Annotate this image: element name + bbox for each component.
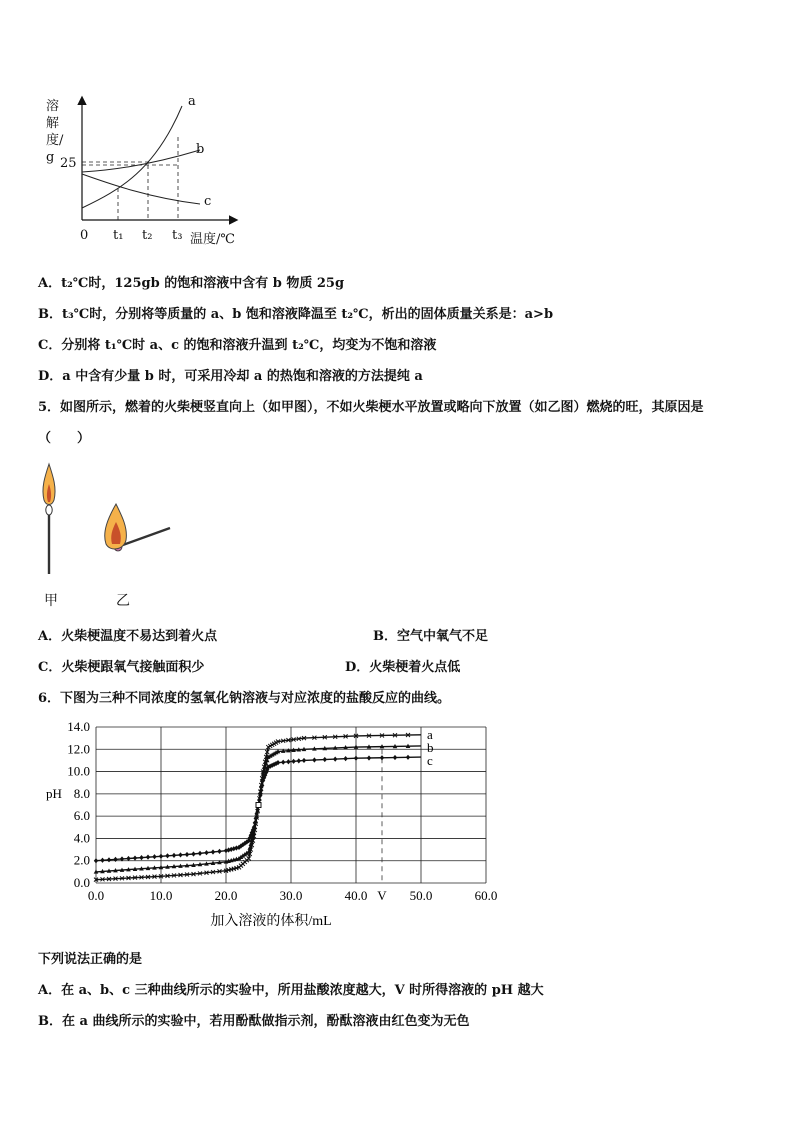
point-c (126, 856, 130, 861)
point-c (198, 851, 202, 856)
point-c (297, 758, 301, 763)
series-label-b: b (427, 739, 434, 755)
sol-ytick-25: 25 (60, 156, 77, 171)
point-c (393, 755, 397, 760)
point-c (165, 853, 169, 858)
x-tick-label: 20.0 (214, 888, 238, 903)
series-label-c: c (427, 753, 433, 769)
x-tick-label: 40.0 (344, 888, 368, 903)
q5-option-b: B．空气中氧气不足 (373, 629, 488, 644)
equivalence-point (256, 803, 261, 808)
point-c (107, 857, 111, 862)
ph-chart-svg (40, 715, 510, 935)
x-tick-label: 30.0 (279, 888, 303, 903)
point-c (302, 758, 306, 763)
horizontal-match-stick (120, 528, 170, 546)
ph-chart (40, 715, 510, 935)
sol-curve-label-b: b (196, 142, 205, 157)
curve-a (82, 106, 182, 208)
sol-curve-label-c: c (204, 194, 212, 209)
point-c (146, 855, 150, 860)
q5-option-d: D．火柴梗着火点低 (345, 660, 461, 675)
point-c (185, 852, 189, 857)
fig-label-jia: 甲 (44, 593, 58, 609)
point-c (281, 760, 285, 765)
sol-ylabel: 溶解度/g (46, 99, 64, 165)
q6-after: 下列说法正确的是 (38, 952, 143, 967)
y-tick-label: 2.0 (73, 852, 90, 868)
point-c (380, 755, 384, 760)
y-tick-label: 0.0 (73, 875, 90, 890)
q5-option-c: C．火柴梗跟氧气接触面积少 (38, 660, 205, 675)
series-label-a: a (427, 726, 433, 742)
q6-option-a: A．在 a、b、c 三种曲线所示的实验中，所用盐酸浓度越大，V 时所得溶液的 pH 越大 (38, 983, 544, 998)
point-c (257, 797, 261, 802)
q6-stem: 6．下图为三种不同浓度的氢氧化钠溶液与对应浓度的盐酸反应的曲线。 (38, 691, 451, 706)
sol-xtick-t2: t₂ (142, 228, 153, 243)
y-tick-label: 8.0 (73, 785, 90, 801)
sol-xtick-t3: t₃ (172, 228, 183, 243)
sol-xtick-t1: t₁ (113, 228, 124, 243)
sol-xlabel: 温度/℃ (190, 232, 235, 247)
point-c (204, 850, 208, 855)
x-tick-label: 60.0 (474, 888, 498, 903)
point-c (152, 854, 156, 859)
x-tick-label: 10.0 (149, 888, 173, 903)
y-tick-label: 4.0 (73, 830, 90, 846)
y-tick-label: 12.0 (67, 741, 90, 757)
q4-option-a: A．t₂℃时，125gb 的饱和溶液中含有 b 物质 25g (38, 276, 345, 291)
x-axis-label: 加入溶液的体积/mL (210, 914, 332, 929)
point-c (323, 757, 327, 762)
point-c (133, 855, 137, 860)
point-c (343, 756, 347, 761)
fig-label-yi: 乙 (116, 593, 130, 609)
x-tick-label: 0.0 (87, 888, 105, 903)
point-c (312, 757, 316, 762)
y-axis-label: pH (46, 785, 62, 801)
q6-option-b: B．在 a 曲线所示的实验中，若用酚酞做指示剂，酚酞溶液由红色变为无色 (38, 1014, 470, 1029)
q4-option-d: D．a 中含有少量 b 时，可采用冷却 a 的热饱和溶液的方法提纯 a (38, 369, 423, 384)
point-c (367, 755, 371, 760)
point-c (333, 756, 337, 761)
point-c (172, 853, 176, 858)
y-tick-label: 14.0 (67, 719, 90, 734)
point-c (191, 851, 195, 856)
point-c (139, 855, 143, 860)
sol-curve-label-a: a (188, 94, 196, 109)
point-c (113, 857, 117, 862)
q4-option-b: B．t₃℃时，分别将等质量的 a、b 饱和溶液降温至 t₂℃，析出的固体质量关系是：a>b (38, 307, 554, 322)
y-tick-label: 6.0 (73, 808, 90, 824)
q5-option-a: A．火柴梗温度不易达到着火点 (38, 629, 218, 644)
point-c (286, 759, 290, 764)
point-c (354, 756, 358, 761)
point-c (211, 849, 215, 854)
q5-stem: 5．如图所示，燃着的火柴梗竖直向上（如甲图），不如火柴梗水平放置或略向下放置（如乙图）燃烧的旺，其原因是 (38, 400, 704, 415)
match-svg (36, 456, 176, 584)
point-c (94, 858, 98, 863)
q5-paren: （ ） (38, 431, 91, 446)
x-tick-label: 50.0 (409, 888, 433, 903)
point-c (406, 755, 410, 760)
v-marker-label: V (377, 888, 387, 903)
y-tick-label: 10.0 (67, 763, 90, 779)
q4-option-c: C．分别将 t₁℃时 a、c 的饱和溶液升温到 t₂℃，均变为不饱和溶液 (38, 338, 437, 353)
point-c (217, 849, 221, 854)
point-c (100, 858, 104, 863)
point-c (291, 759, 295, 764)
sol-xtick-0: 0 (80, 228, 89, 243)
match-figure (36, 456, 176, 584)
point-c (178, 852, 182, 857)
curve-b (82, 150, 200, 172)
point-c (159, 854, 163, 859)
solubility-chart (40, 92, 260, 252)
vertical-match-head (46, 505, 52, 515)
